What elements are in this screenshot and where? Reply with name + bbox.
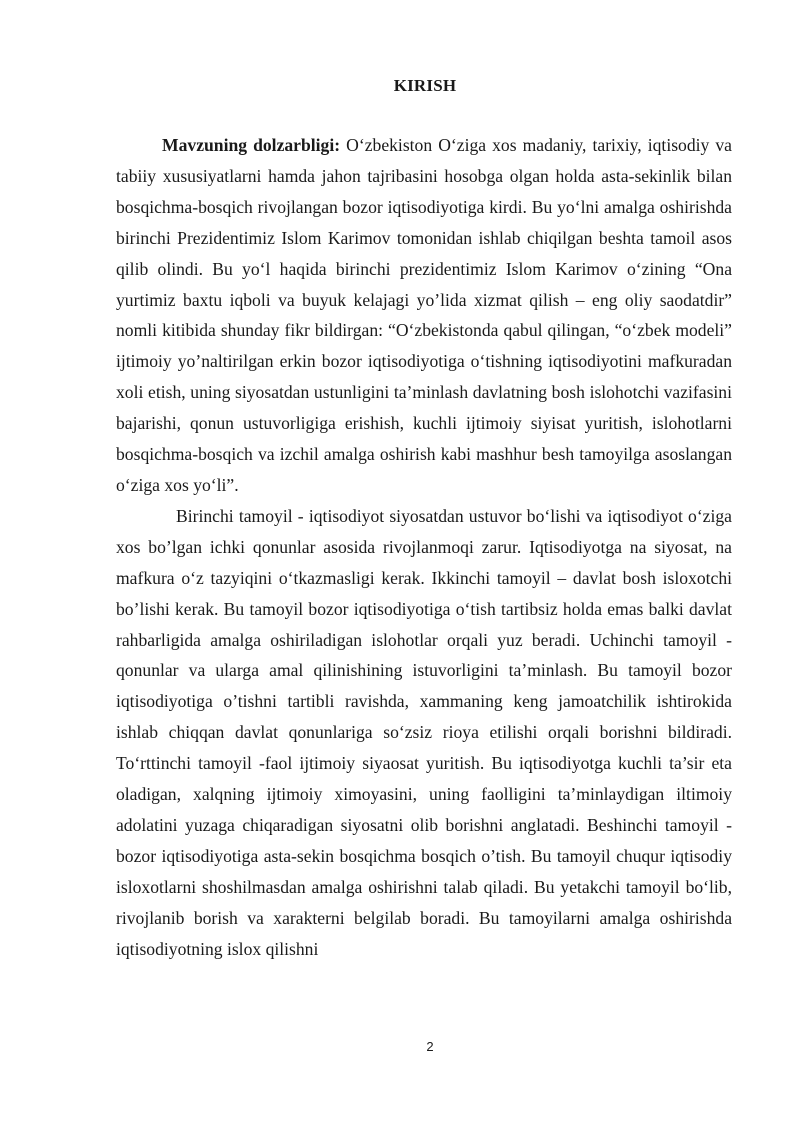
paragraph-principles: Birinchi tamoyil - iqtisodiyot siyosatdan ustuvor bo‘lishi va iqtisodiyot o‘ziga xos bo’lgan ichki qonunlar asosida rivojlanmoqi zarur. Iqtisodiyotga na siyosat, na mafkura o‘z tazyiqini o‘tkazmasligi kerak. Ikkinchi tamoyil – davlat bosh isloxotchi bo’lishi kerak. Bu tamoyil bozor iqtisodiyotiga o‘tish tartibsiz holda emas balki davlat rahbarligida amalga oshiriladigan islohotlar orqali yuz beradi. Uchinchi tamoyil - qonunlar va ularga amal qilinishining istuvorligini ta’minlash. Bu tamoyil bozor iqtisodiyotiga o’tishni tartibli ravishda, xammaning keng jamoatchilik ishtirokida ishlab chiqqan davlat qonunlariga so‘zsiz rioya etilishi orqali borishni bildiradi. To‘rttinchi tamoyil -faol ijtimoiy siyaosat yuritish. Bu iqtisodiyotga kuchli ta’sir eta oladigan, xalqning ijtimoiy ximoyasini, uning faolligini ta’minlaydigan iltimoiy adolatini yuzaga chiqaradigan siyosatni olib borishni anglatadi. Beshinchi tamoyil - bozor iqtisodiyotiga asta-sekin bosqichma bosqich o’tish. Bu tamoyil chuqur iqtisodiy isloxotlarni shoshilmasdan amalga oshirishni talab qiladi. Bu yetakchi tamoyil bo‘lib, rivojlanib borish va xarakterni belgilab boradi. Bu tamoyilarni amalga oshirishda iqtisodiyotning islox qilishni bbox=[116, 505, 732, 959]
paragraph-lead: Mavzuning dolzarbligi: bbox=[162, 135, 341, 155]
body-text bbox=[116, 130, 732, 964]
page-number: 2 bbox=[426, 1039, 434, 1054]
section-heading: KIRISH bbox=[393, 76, 457, 95]
paragraph-relevance-text: O‘zbekiston O‘ziga xos madaniy, tarixiy, iqtisodiy va tabiiy xususiyatlarni hamda jahon tajribasini hosobga olgan holda asta-sekinlik bilan bosqichma-bosqich rivojlangan bozor iqtisodiyotiga kirdi. Bu yo‘lni amalga oshirishda birinchi Prezidentimiz Islom Karimov tomonidan ishlab chiqilgan beshta tamoil asos qilib olindi. Bu yo‘l haqida birinchi prezidentimiz Islom Karimov o‘zining “Ona yurtimiz baxtu iqboli va buyuk kelajagi yo’lida xizmat qilish – eng oliy saodatdir” nomli kitibida shunday fikr bildirgan: “O‘zbekistonda qabul qilingan, “o‘zbek modeli” ijtimoiy yo’naltirilgan erkin bozor iqtisodiyotiga o‘tishning iqtisodiyotini mafkuradan xoli etish, uning siyosatdan ustunligini ta’minlash davlatning bosh islohotchi vazifasini bajarishi, qonun ustuvorligiga erishish, kuchli ijtimoiy siyisat yuritish, islohotlarni bosqichma-bosqich va izchil amalga oshirish kabi mashhur besh tamoyilga asoslangan o‘ziga xos yo‘li”. bbox=[116, 135, 732, 495]
paragraph-relevance bbox=[116, 130, 732, 501]
